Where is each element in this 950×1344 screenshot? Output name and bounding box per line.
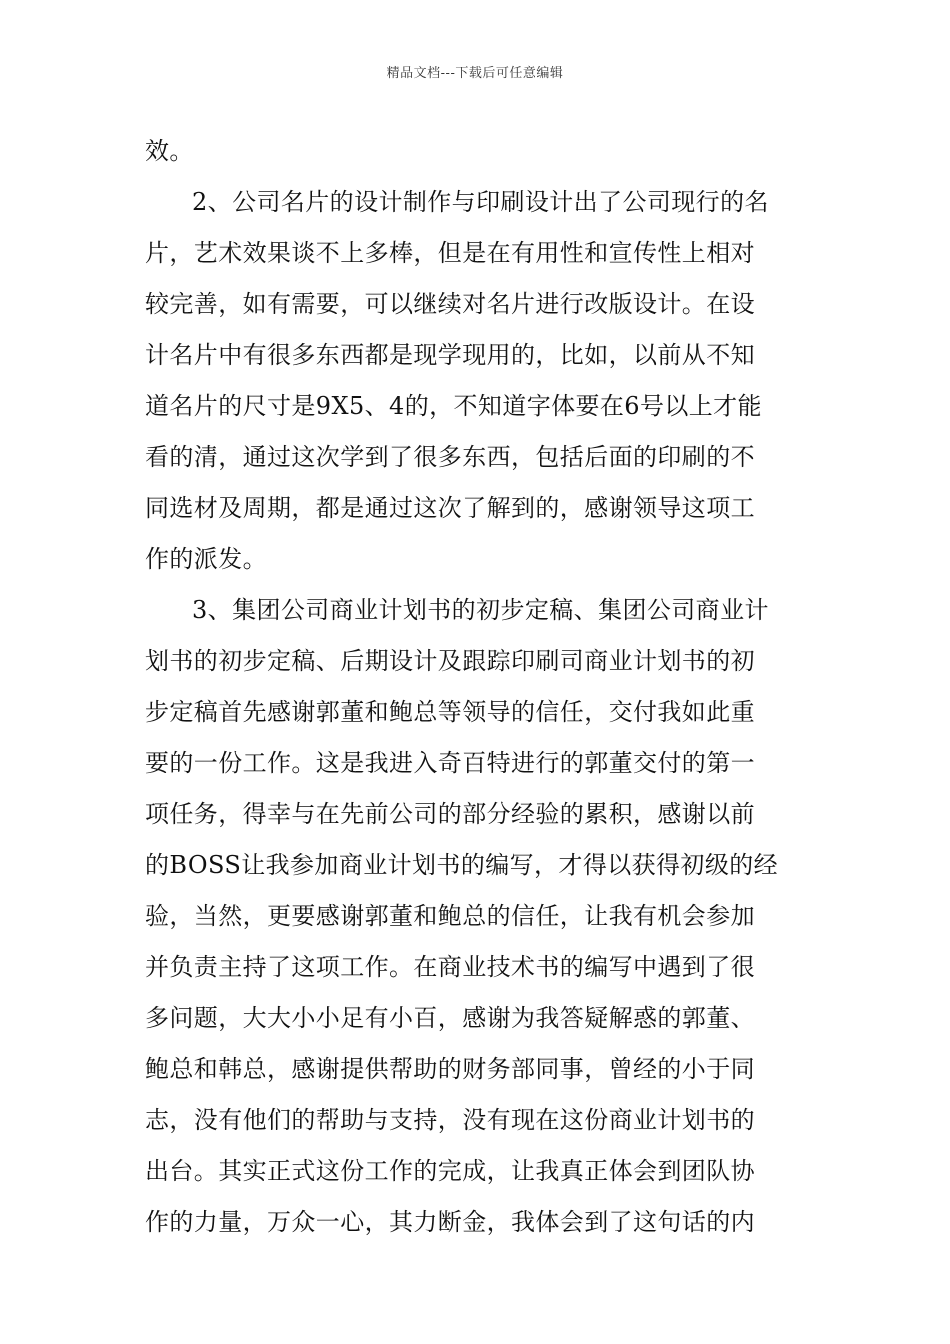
text-line: 效。 [145, 137, 194, 165]
text-line: 出台。其实正式这份工作的完成，让我真正体会到团队协 [145, 1157, 755, 1185]
text-line: 验，当然，更要感谢郭董和鲍总的信任，让我有机会参加 [145, 902, 755, 930]
page-header: 精品文档---下载后可任意编辑 [386, 66, 564, 81]
text-line: 的BOSS让我参加商业计划书的编写，才得以获得初级的经 [145, 851, 779, 879]
text-line: 步定稿首先感谢郭董和鲍总等领导的信任，交付我如此重 [145, 698, 755, 726]
text-line: 片，艺术效果谈不上多棒，但是在有用性和宣传性上相对 [145, 239, 755, 267]
text-line: 多问题，大大小小足有小百，感谢为我答疑解惑的郭董、 [145, 1004, 755, 1032]
text-line: 项任务，得幸与在先前公司的部分经验的累积，感谢以前 [145, 800, 755, 828]
paragraph-3-start: 3、集团公司商业计划书的初步定稿、集团公司商业计 [192, 596, 769, 624]
text-line: 道名片的尺寸是9X5、4的，不知道字体要在6号以上才能 [145, 392, 762, 420]
text-line: 鲍总和韩总，感谢提供帮助的财务部同事，曾经的小于同 [145, 1055, 755, 1083]
text-line: 要的一份工作。这是我进入奇百特进行的郭董交付的第一 [145, 749, 755, 777]
text-line: 较完善，如有需要，可以继续对名片进行改版设计。在设 [145, 290, 755, 318]
document-body [145, 126, 810, 1248]
text-line: 同选材及周期，都是通过这次了解到的，感谢领导这项工 [145, 494, 755, 522]
text-line: 划书的初步定稿、后期设计及跟踪印刷司商业计划书的初 [145, 647, 755, 675]
paragraph-2-start: 2、公司名片的设计制作与印刷设计出了公司现行的名 [192, 188, 769, 216]
text-line: 作的派发。 [145, 545, 267, 573]
text-line: 看的清，通过这次学到了很多东西，包括后面的印刷的不 [145, 443, 755, 471]
text-line: 志，没有他们的帮助与支持，没有现在这份商业计划书的 [145, 1106, 755, 1134]
text-line: 并负责主持了这项工作。在商业技术书的编写中遇到了很 [145, 953, 755, 981]
text-line: 作的力量，万众一心，其力断金，我体会到了这句话的内 [145, 1208, 755, 1236]
text-line: 计名片中有很多东西都是现学现用的，比如，以前从不知 [145, 341, 755, 369]
